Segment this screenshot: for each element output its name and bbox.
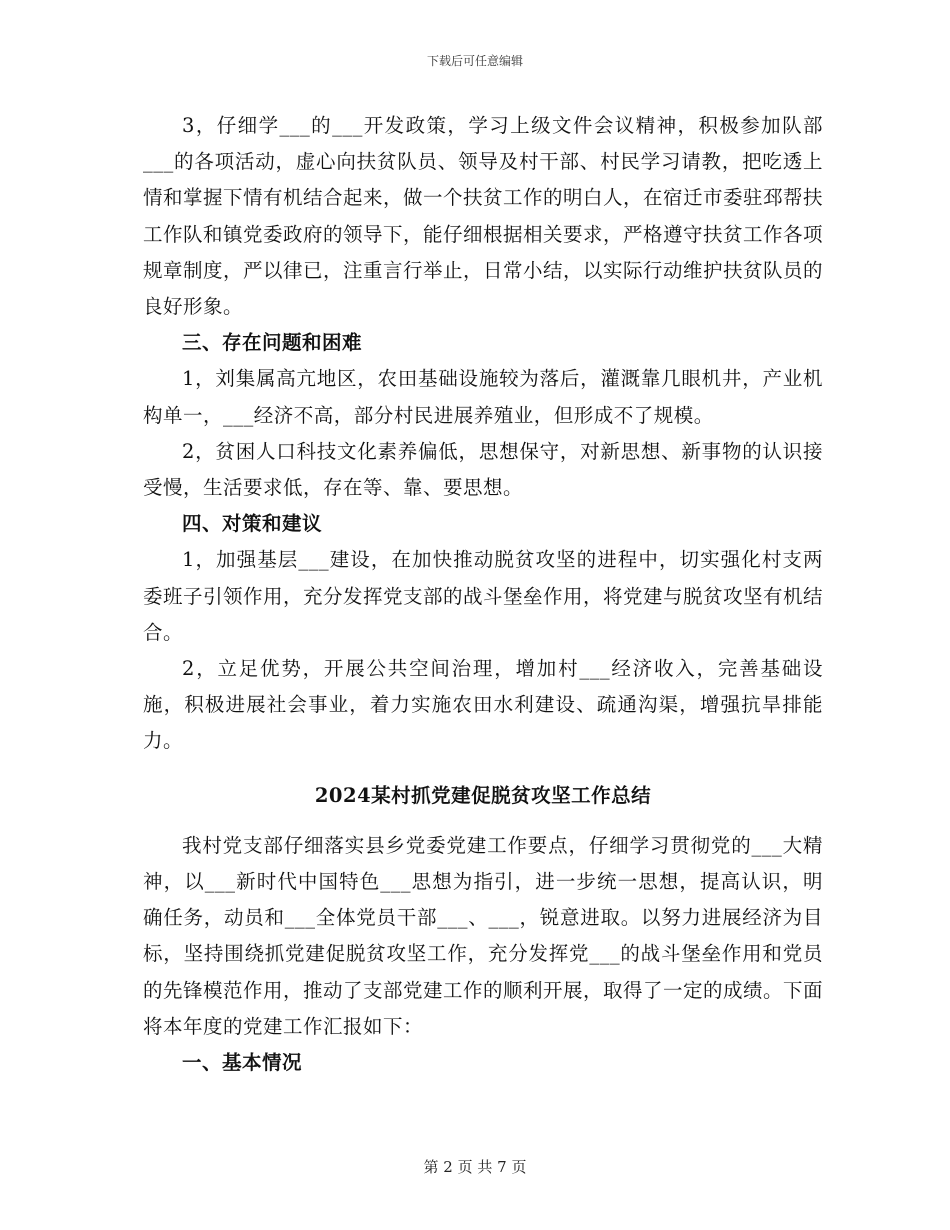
paragraph-intro: 我村党支部仔细落实县乡党委党建工作要点，仔细学习贯彻党的___大精神，以___新时代中国特色___思想为指引，进一步统一思想，提高认识，明确任务，动员和___全体党员干部___、___，锐意进取。以努力进展经济为目标，坚持围绕抓党建促脱贫攻坚工作，充分发挥党___的战斗堡垒作用和党员的先锋模范作用，推动了支部党建工作的顺利开展，取得了一定的成绩。下面将本年度的党建工作汇报如下： xyxy=(143,833,824,1038)
paragraph-problem-1: 1，刘集属高亢地区，农田基础设施较为落后，灌溉靠几眼机井，产业机构单一，___经济不高，部分村民进展养殖业，但形成不了规模。 xyxy=(143,367,823,427)
section-heading-basic-info: 一、基本情况 xyxy=(182,1051,303,1075)
page-header: 下载后可任意编辑 xyxy=(426,54,523,68)
page-number: 第 2 页 共 7 页 xyxy=(423,1158,527,1176)
paragraph-study-policy: 3，仔细学___的___开发政策，学习上级文件会议精神，积极参加队部___的各项活动，虚心向扶贫队员、领导及村干部、村民学习请教，把吃透上情和掌握下情有机结合起来，做一个扶贫工作的明白人，在宿迁市委驻邳帮扶工作队和镇党委政府的领导下，能仔细根据相关要求，严格遵守扶贫工作各项规章制度，严以律已，注重言行举止，日常小结，以实际行动维护扶贫队员的良好形象。 xyxy=(143,114,824,319)
section-heading-problems: 三、存在问题和困难 xyxy=(182,331,363,355)
document-title: 2024某村抓党建促脱贫攻坚工作总结 xyxy=(314,783,652,807)
document-body xyxy=(143,108,823,1081)
paragraph-suggestion-2: 2，立足优势，开展公共空间治理，增加村___经济收入，完善基础设施，积极进展社会事业，着力实施农田水利建设、疏通沟渠，增强抗旱排能力。 xyxy=(143,657,823,753)
paragraph-problem-2: 2，贫困人口科技文化素养偏低，思想保守，对新思想、新事物的认识接受慢，生活要求低，存在等、靠、要思想。 xyxy=(143,439,823,500)
section-heading-suggestions: 四、对策和建议 xyxy=(182,512,323,536)
paragraph-suggestion-1: 1，加强基层___建设，在加快推动脱贫攻坚的进程中，切实强化村支两委班子引领作用，充分发挥党支部的战斗堡垒作用，将党建与脱贫攻坚有机结合。 xyxy=(143,548,824,644)
